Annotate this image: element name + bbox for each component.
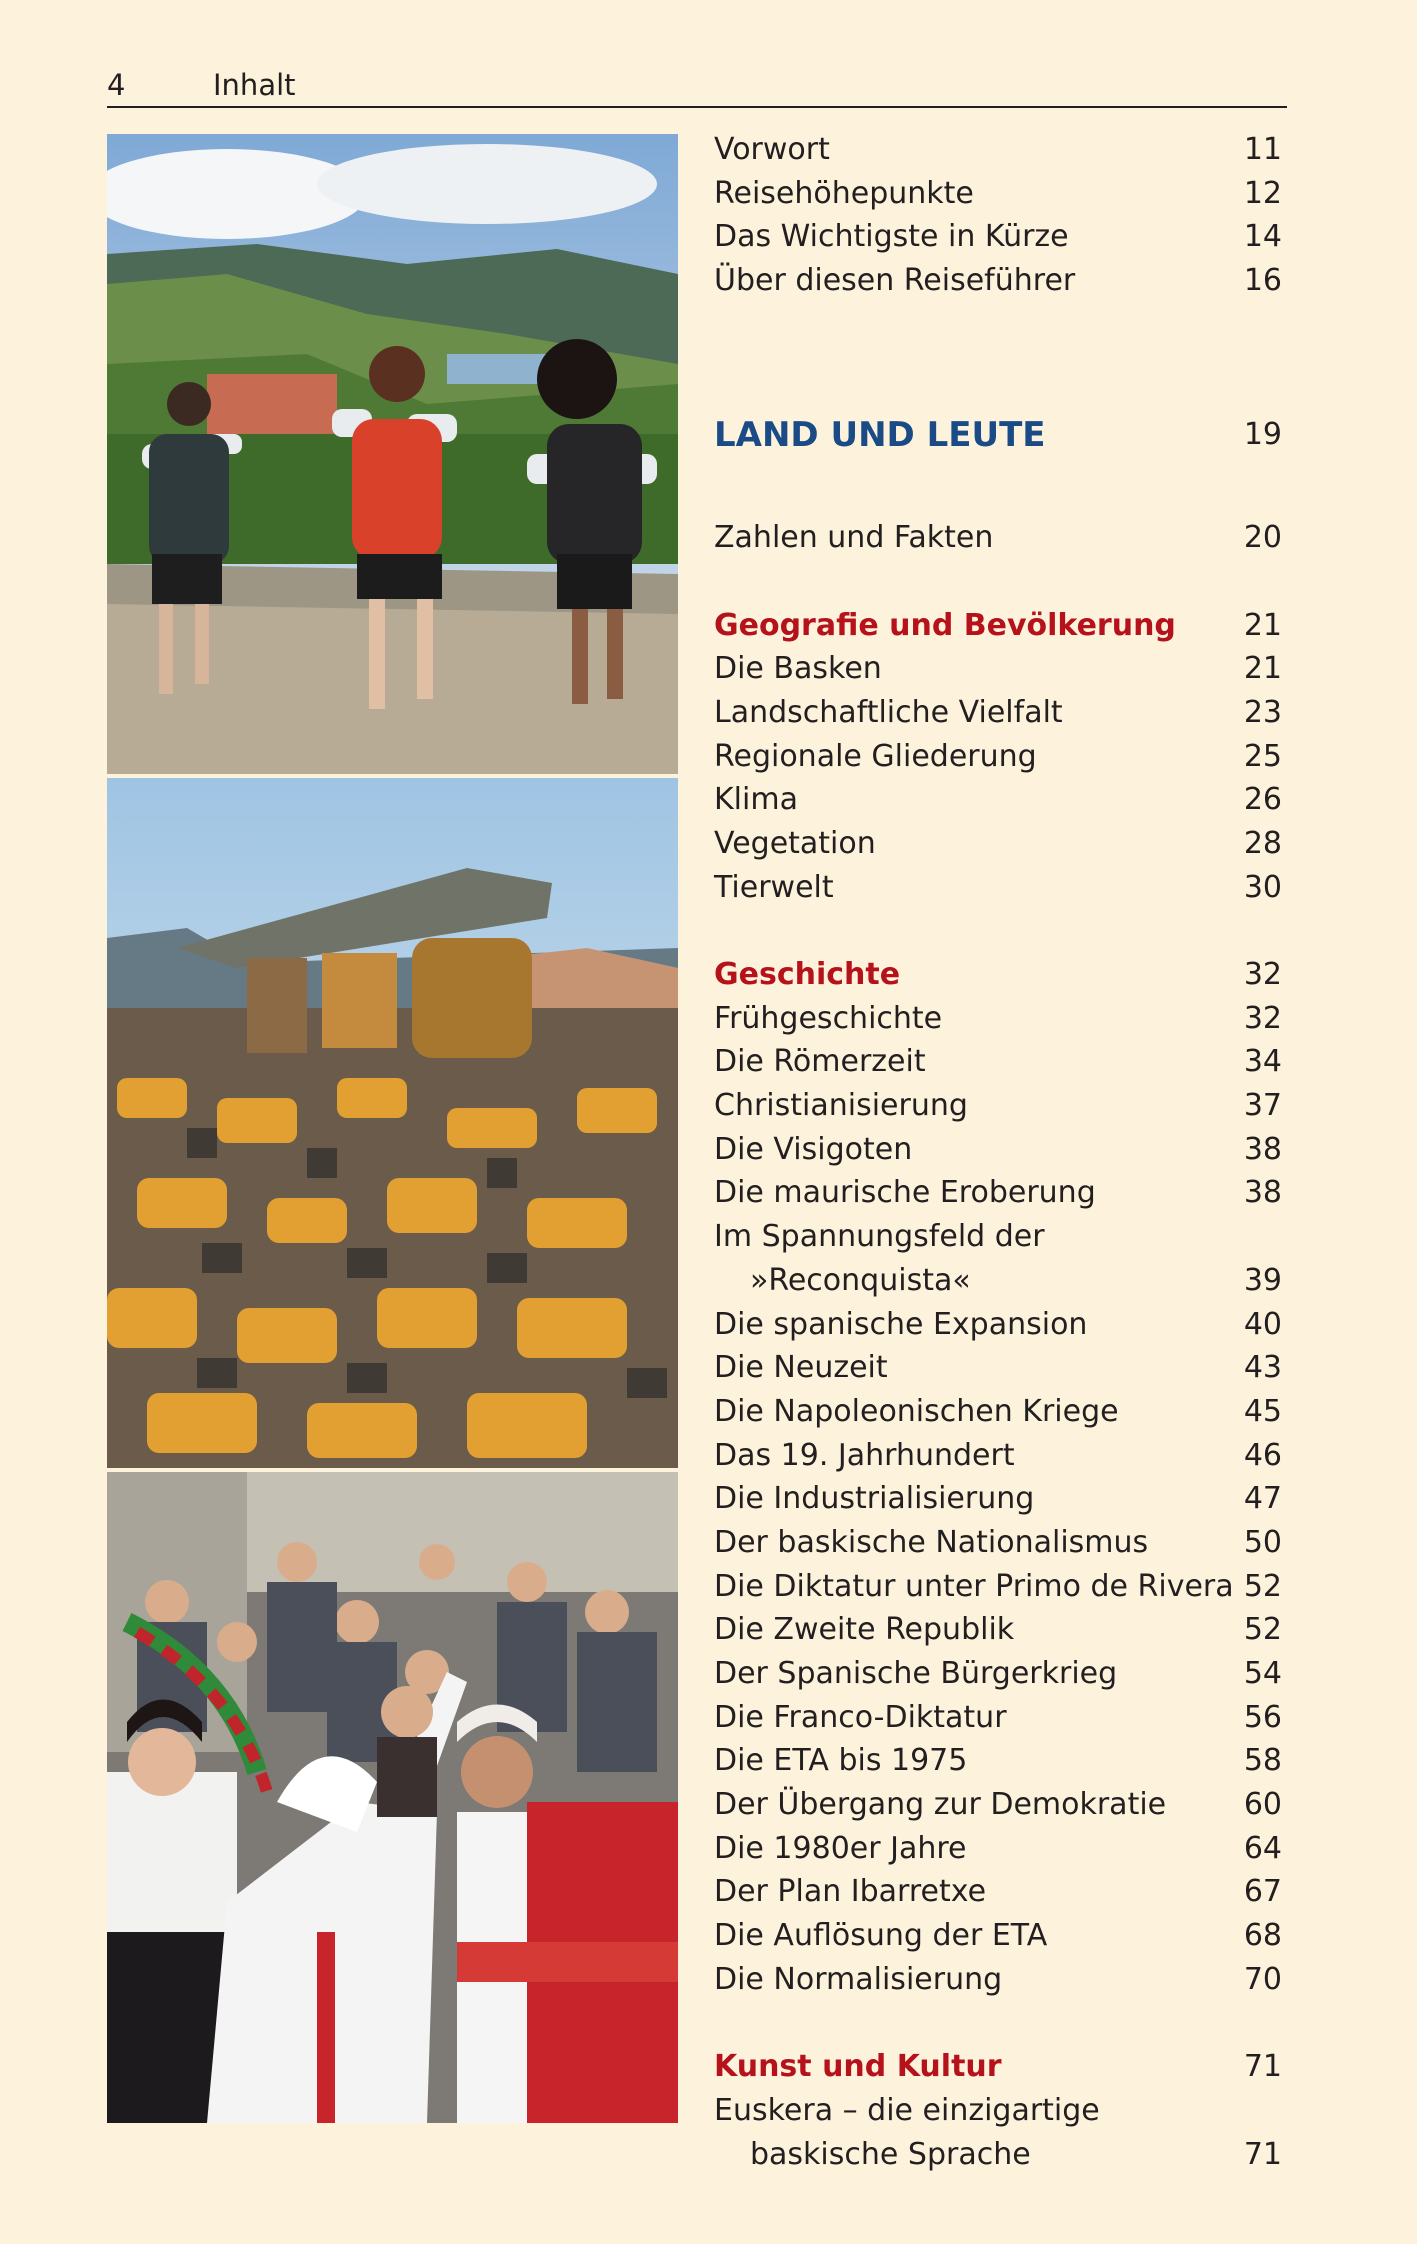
- toc-chapter-heading[interactable]: [714, 390, 1282, 480]
- toc-title: Die Visigoten: [714, 1131, 913, 1167]
- toc-title: Kunst und Kultur: [714, 2049, 1002, 2085]
- toc-page-number: 14: [1243, 219, 1282, 255]
- toc-page-number: 38: [1243, 1175, 1282, 1211]
- toc-page-number: 54: [1243, 1656, 1282, 1691]
- toc-title: Die Napoleonischen Kriege: [714, 1393, 1119, 1429]
- toc-title: Regionale Gliederung: [714, 738, 1037, 774]
- toc-title: Die Römerzeit: [714, 1044, 926, 1080]
- toc-title: Die spanische Expansion: [714, 1306, 1088, 1342]
- toc-title: Die Diktatur unter Primo de Rivera: [714, 1568, 1234, 1604]
- toc-entry[interactable]: [714, 1477, 1282, 1521]
- toc-page-number: 46: [1243, 1437, 1282, 1473]
- toc-page-number: 71: [1243, 2136, 1282, 2172]
- toc-page-number: 40: [1243, 1306, 1282, 1342]
- toc-entry[interactable]: [714, 1827, 1282, 1871]
- toc-entry[interactable]: [714, 1303, 1282, 1347]
- toc-page-number: 67: [1243, 1874, 1282, 1910]
- toc-title: Die Basken: [714, 651, 882, 687]
- toc-entry[interactable]: [714, 1521, 1282, 1565]
- toc-title: Der Übergang zur Demokratie: [714, 1787, 1167, 1823]
- toc-title: Vorwort: [714, 132, 830, 167]
- toc-title: Die Zweite Republik: [714, 1612, 1015, 1648]
- toc-title: Das 19. Jahrhundert: [714, 1437, 1015, 1473]
- toc-title: Tierwelt: [714, 869, 834, 905]
- toc-title: Geografie und Bevölkerung: [714, 607, 1176, 643]
- toc-title: Klima: [714, 782, 798, 818]
- toc-page-number: 32: [1243, 957, 1282, 992]
- toc-entry[interactable]: [714, 1128, 1282, 1172]
- toc-page-number: 39: [1243, 1262, 1282, 1298]
- toc-entry[interactable]: [714, 1914, 1282, 1958]
- toc-page-number: 60: [1243, 1787, 1282, 1823]
- toc-page-number: 68: [1243, 1918, 1282, 1954]
- toc-title: Frühgeschichte: [714, 1000, 943, 1036]
- toc-section-heading[interactable]: [714, 953, 1282, 997]
- toc-entry[interactable]: [714, 1870, 1282, 1914]
- toc-page-number: 38: [1243, 1131, 1282, 1167]
- toc-page-number: 26: [1243, 782, 1282, 818]
- toc-entry[interactable]: [714, 1652, 1282, 1696]
- toc-entry[interactable]: [714, 1390, 1282, 1434]
- toc-page-number: 21: [1243, 651, 1282, 687]
- toc-title: Die 1980er Jahre: [714, 1830, 967, 1866]
- toc-spacer: [714, 303, 1282, 347]
- toc-page-number: 45: [1243, 1393, 1282, 1429]
- toc-page-number: 52: [1243, 1612, 1282, 1648]
- toc-entry-continuation[interactable]: [714, 1259, 1282, 1303]
- toc-page-number: 12: [1243, 175, 1282, 211]
- toc-title: Die ETA bis 1975: [714, 1743, 968, 1779]
- toc-title: Christianisierung: [714, 1088, 968, 1124]
- toc-title: Die Franco-Diktatur: [714, 1699, 1007, 1735]
- toc-entry[interactable]: [714, 778, 1282, 822]
- toc-entry[interactable]: [714, 1608, 1282, 1652]
- toc-title: Die Auflösung der ETA: [714, 1918, 1048, 1954]
- toc-title: Die Normalisierung: [714, 1961, 1003, 1997]
- toc-title: baskische Sprache: [750, 2136, 1031, 2172]
- toc-title: Die Industrialisierung: [714, 1481, 1035, 1517]
- toc-entry[interactable]: [714, 128, 1282, 172]
- photo-basque-dancers: [107, 1472, 678, 2123]
- toc-page-number: 25: [1243, 738, 1282, 774]
- toc-spacer: [714, 480, 1282, 516]
- toc-entry[interactable]: [714, 516, 1282, 560]
- toc-entry[interactable]: [714, 1346, 1282, 1390]
- toc-entry[interactable]: [714, 259, 1282, 303]
- toc-page-number: 23: [1243, 694, 1282, 730]
- toc-entry[interactable]: [714, 1739, 1282, 1783]
- toc-title: Der Spanische Bürgerkrieg: [714, 1656, 1118, 1691]
- photo-column: [107, 134, 678, 2123]
- toc-entry[interactable]: [714, 735, 1282, 779]
- page-header: [107, 62, 1287, 108]
- toc-title: »Reconquista«: [750, 1262, 971, 1298]
- toc-entry[interactable]: [714, 1040, 1282, 1084]
- table-of-contents: [714, 128, 1282, 2176]
- toc-entry[interactable]: [714, 1958, 1282, 2002]
- toc-page-number: 32: [1243, 1000, 1282, 1036]
- toc-title: Das Wichtigste in Kürze: [714, 219, 1069, 255]
- toc-entry[interactable]: [714, 866, 1282, 910]
- toc-page-number: 20: [1243, 520, 1282, 556]
- toc-page-number: 52: [1243, 1568, 1282, 1604]
- photo-dolmen: [107, 778, 678, 1468]
- toc-entry[interactable]: [714, 1215, 1282, 1259]
- toc-page-number: 58: [1243, 1743, 1282, 1779]
- toc-entry[interactable]: [714, 1084, 1282, 1128]
- toc-page-number: 71: [1243, 2049, 1282, 2085]
- toc-page-number: 64: [1243, 1830, 1282, 1866]
- toc-section-heading[interactable]: [714, 604, 1282, 648]
- toc-title: Reisehöhepunkte: [714, 175, 974, 211]
- toc-section-heading[interactable]: [714, 2045, 1282, 2089]
- toc-entry[interactable]: [714, 1171, 1282, 1215]
- toc-spacer: [714, 560, 1282, 604]
- toc-entry[interactable]: [714, 2089, 1282, 2133]
- photo-hikers: [107, 134, 678, 774]
- toc-title: Der Plan Ibarretxe: [714, 1874, 987, 1910]
- toc-title: Vegetation: [714, 825, 876, 861]
- toc-entry[interactable]: [714, 647, 1282, 691]
- toc-title: Zahlen und Fakten: [714, 520, 994, 556]
- toc-entry[interactable]: [714, 822, 1282, 866]
- toc-page-number: 19: [1243, 417, 1282, 453]
- toc-page-number: 47: [1243, 1481, 1282, 1517]
- toc-entry[interactable]: [714, 1696, 1282, 1740]
- toc-entry[interactable]: [714, 1434, 1282, 1478]
- toc-page-number: 34: [1243, 1044, 1282, 1080]
- toc-page-number: 56: [1243, 1699, 1282, 1735]
- toc-title: Die Neuzeit: [714, 1350, 888, 1386]
- toc-title: Über diesen Reiseführer: [714, 263, 1076, 299]
- toc-spacer: [714, 2002, 1282, 2046]
- toc-page-number: 43: [1243, 1350, 1282, 1386]
- toc-entry[interactable]: [714, 215, 1282, 259]
- toc-page-number: 37: [1243, 1088, 1282, 1124]
- toc-entry[interactable]: [714, 691, 1282, 735]
- running-head: Inhalt: [213, 68, 296, 102]
- toc-title: LAND UND LEUTE: [714, 415, 1046, 456]
- toc-page-number: 70: [1243, 1961, 1282, 1997]
- toc-entry[interactable]: [714, 1783, 1282, 1827]
- toc-spacer: [714, 909, 1282, 953]
- toc-title: Die maurische Eroberung: [714, 1175, 1096, 1211]
- toc-entry-continuation[interactable]: [714, 2133, 1282, 2177]
- toc-page-number: 28: [1243, 825, 1282, 861]
- toc-title: Landschaftliche Vielfalt: [714, 694, 1063, 730]
- toc-entry[interactable]: [714, 172, 1282, 216]
- toc-page-number: 11: [1243, 132, 1282, 167]
- toc-page-number: 30: [1243, 869, 1282, 905]
- toc-entry[interactable]: [714, 997, 1282, 1041]
- toc-page-number: 50: [1243, 1524, 1282, 1560]
- toc-page-number: 16: [1243, 263, 1282, 299]
- toc-title: Euskera – die einzigartige: [714, 2092, 1100, 2128]
- toc-title: Der baskische Nationalismus: [714, 1524, 1149, 1560]
- toc-title: Im Spannungsfeld der: [714, 1219, 1045, 1255]
- toc-page-number: 21: [1243, 607, 1282, 643]
- toc-entry[interactable]: [714, 1565, 1282, 1609]
- toc-title: Geschichte: [714, 957, 901, 992]
- page-number: 4: [107, 68, 126, 102]
- toc-spacer: [714, 346, 1282, 390]
